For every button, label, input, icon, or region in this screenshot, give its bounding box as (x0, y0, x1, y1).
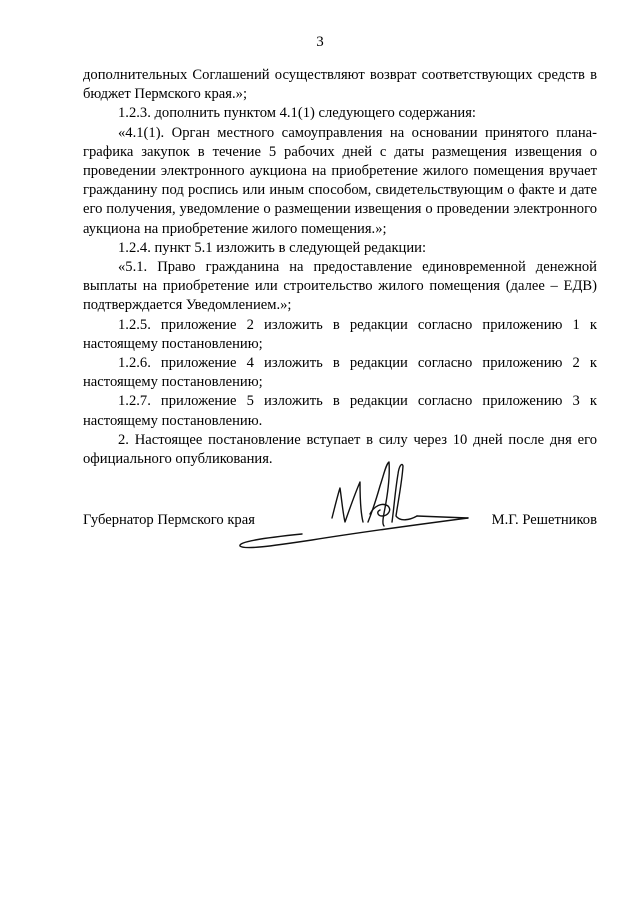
handwritten-signature (232, 452, 482, 562)
paragraph-1-2-7: 1.2.7. приложение 5 изложить в редакции согласно приложению 3 к настоящему постановлению. (83, 393, 597, 429)
paragraph-5-1: «5.1. Право гражданина на предоставление единовременной денежной выплаты на приобретение или строительство жилого помещения (далее – ЕДВ) подтверждается Уведомлением.»; (83, 259, 597, 314)
document-body (83, 66, 597, 469)
paragraph-1-2-4: 1.2.4. пункт 5.1 изложить в следующей редакции: (118, 239, 427, 256)
paragraph-2: 2. Настоящее постановление вступает в силу через 10 дней после дня его официального опубликования. (83, 431, 597, 468)
signatory-name: М.Г. Решетников (491, 512, 597, 528)
paragraph-continuation: дополнительных Соглашений осуществляют возврат соответствующих средств в бюджет Пермского края.»; (83, 67, 597, 103)
paragraph-1-2-6: 1.2.6. приложение 4 изложить в редакции согласно приложению 2 к настоящему постановлению; (83, 355, 597, 391)
signature-block (83, 512, 597, 534)
signatory-position: Губернатор Пермского края (83, 512, 255, 528)
paragraph-1-2-3: 1.2.3. дополнить пунктом 4.1(1) следующего содержания: (118, 105, 476, 122)
page-number: 3 (316, 34, 324, 50)
paragraph-4-1-1: «4.1(1). Орган местного самоуправления на основании принятого плана-графика закупок в течение 5 рабочих дней с даты размещения извещения о проведении электронного аукциона на приобретение жилого помещения вручает гражданину под роспись или иным способом, свидетельствующим о факте и дате его получения, уведомление о размещении извещения о проведении электронного аукциона на приобретение жилого помещения.»; (83, 124, 597, 237)
paragraph-1-2-5: 1.2.5. приложение 2 изложить в редакции согласно приложению 1 к настоящему постановлению; (83, 316, 597, 352)
